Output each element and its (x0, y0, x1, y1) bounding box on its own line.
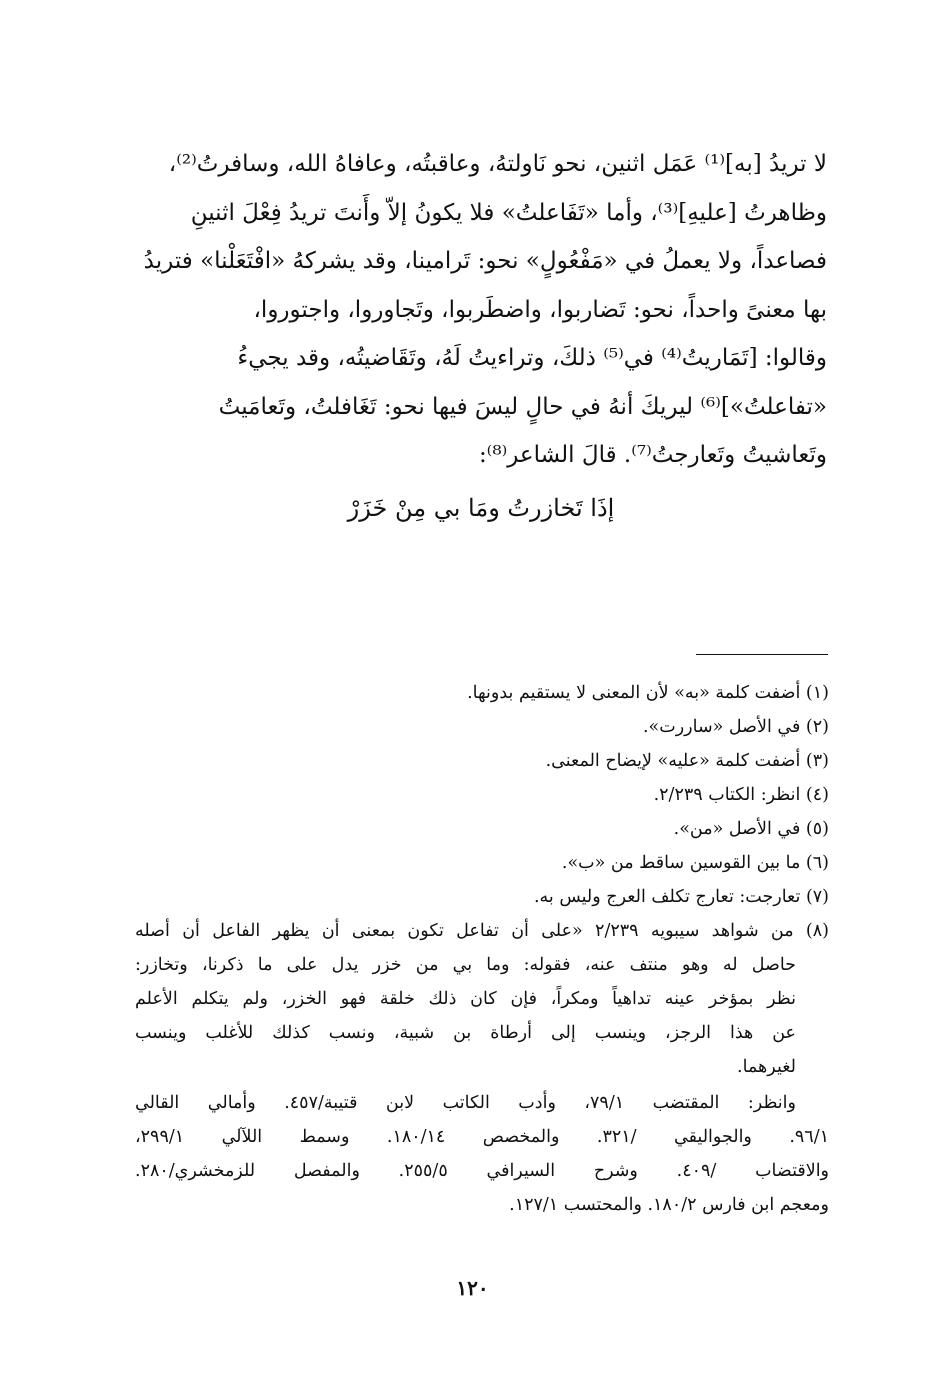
reference-line: والاقتضاب /٤٠٩. وشرح السيرافي ٢٥٥/٥. والمفصل للزمخشري/٢٨٠. (135, 1161, 830, 1181)
footnote-8-line: (٨) من شواهد سيبويه ٢/٢٣٩ «على أن تفاعل تكون بمعنى أن يظهر الفاعل أن أصله (135, 921, 829, 941)
main-text-line: فصاعداً، ولا يعملُ في «مَفْعُولٍ» نحو: تَرامينا، وقد يشركهُ «افْتَعَلْنا» فتريدُ (143, 248, 827, 274)
footnote-1: (١) أضفت كلمة «به» لأن المعنى لا يستقيم بدونها. (467, 683, 829, 703)
footnote-separator (696, 654, 828, 655)
main-text-line: وتَعاشيتُ وتَعارجتُ⁽⁷⁾. قالَ الشاعر⁽⁸⁾: (478, 442, 827, 468)
main-text-line: وقالوا: [تَمَاريتُ⁽⁴⁾ في⁽⁵⁾ ذلكَ، وتراءيتُ لَهُ، وتَقَاضيتُه، وقد يجيءُ (237, 345, 827, 371)
page-number: ١٢٠ (456, 1276, 489, 1300)
main-text-line: بها معنىً واحداً، نحو: تَضاربوا، واضطَربوا، وتَجاوروا، واجتوروا، (253, 296, 827, 323)
footnote-8 (135, 914, 829, 1084)
footnote-8-line: نظر بمؤخر عينه تداهياً ومكراً، فإن كان ذلك خلقة فهو الخزر، ولم يتكلم الأعلم (135, 989, 796, 1009)
footnote-8-references (135, 1086, 829, 1222)
footnote-2: (٢) في الأصل «ساررت». (642, 717, 829, 737)
footnote-8-line: لغيرهما. (737, 1057, 796, 1077)
footnote-6: (٦) ما بين القوسين ساقط من «ب». (561, 853, 829, 873)
reference-line: وانظر: المقتضب ٧٩/١، وأدب الكاتب لابن قتيبة/٤٥٧. وأمالي القالي (135, 1093, 796, 1113)
footnote-7: (٧) تعارجت: تعارج تكلف العرج وليس به. (533, 887, 829, 907)
reference-line: ٩٦/١. والجواليقي /٣٢١. والمخصص ١٨٠/١٤. وسمط اللآلي ٢٩٩/١، (135, 1127, 829, 1147)
footnote-8-line: عن هذا الرجز، وينسب إلى أرطاة بن شبية، ونسب كذلك للأغلب وينسب (135, 1023, 796, 1043)
main-text (135, 140, 827, 480)
poetry-verse: إذَا تَخازرتُ ومَا بي مِنْ خَزَرْ (347, 494, 615, 522)
footnotes (135, 676, 829, 1222)
main-text-line: وظاهرتُ [عليهِ]⁽³⁾، وأما «تَفَاعلتُ» فلا يكونُ إلاّ وأَنتَ تريدُ فِعْلَ اثنينِ (190, 199, 827, 226)
footnote-8-line: حاصل له وهو منتف عنه، فقوله: وما بي من خزر يدل على ما ذكرنا، وتخازر: (135, 955, 796, 975)
footnote-4: (٤) انظر: الكتاب ٢/٢٣٩. (653, 785, 829, 805)
footnote-5: (٥) في الأصل «من». (673, 819, 829, 839)
main-text-line: «تفاعلتُ»]⁽⁶⁾ ليريكَ أنهُ في حالٍ ليسَ فيها نحو: تَغَافلتُ، وتَعامَيتُ (218, 393, 827, 420)
reference-line: ومعجم ابن فارس ١٨٠/٢. والمحتسب ١٢٧/١. (509, 1195, 829, 1215)
main-text-line: لا تريدُ [به]⁽¹⁾ عَمَل اثنين، نحو نَاولتهُ، وعاقبتُه، وعافاهُ الله، وسافرتُ⁽²⁾، (168, 151, 827, 177)
footnote-3: (٣) أضفت كلمة «عليه» لإيضاح المعنى. (545, 751, 829, 771)
